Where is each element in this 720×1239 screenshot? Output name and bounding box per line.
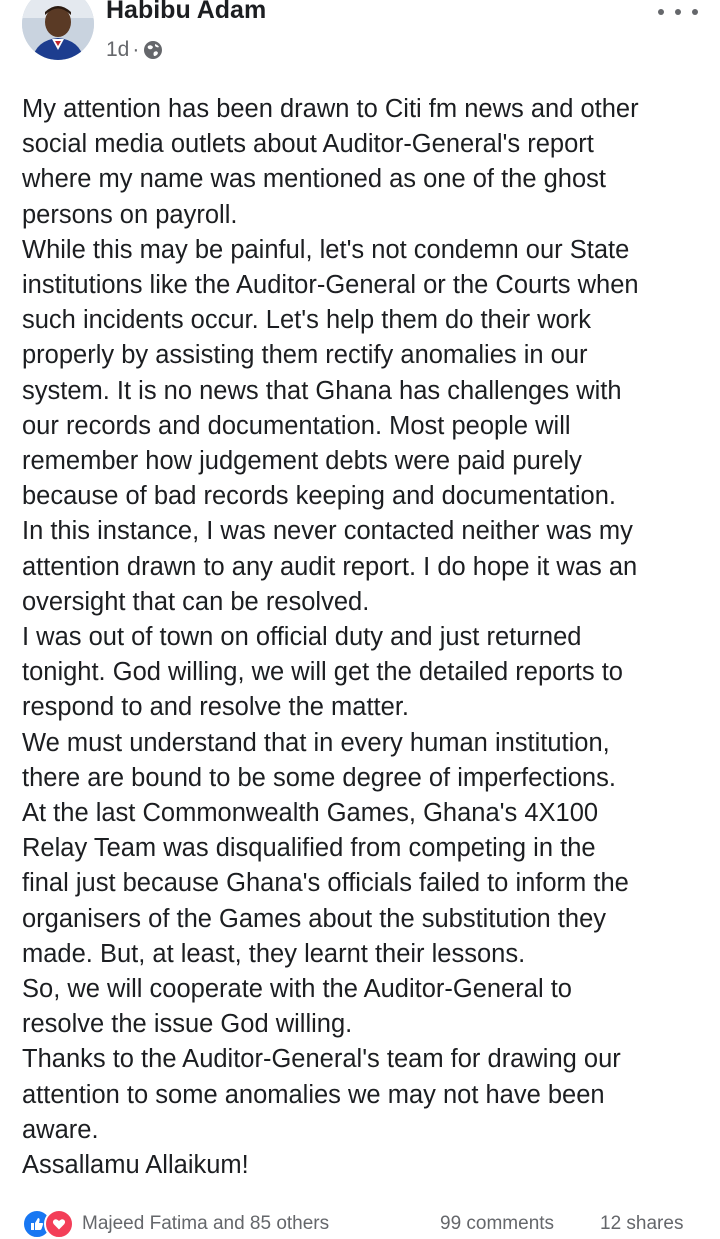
- post-text-line: aware.: [22, 1115, 99, 1144]
- post-text-line: My attention has been drawn to Citi fm news and other: [22, 95, 639, 123]
- more-options-button[interactable]: [658, 2, 698, 22]
- post-text-line: resolve the issue God willing.: [22, 1010, 353, 1039]
- post-text-line: Assallamu Allaikum!: [22, 1151, 249, 1180]
- post-text-line: attention drawn to any audit report. I do hope it was an: [22, 552, 638, 581]
- post-text-line: social media outlets about Auditor-General's report: [22, 130, 594, 159]
- post-body: [22, 92, 712, 1183]
- post-text-line: While this may be painful, let's not condemn our State: [22, 235, 630, 264]
- post-text-line: there are bound to be some degree of imperfections.: [22, 763, 616, 792]
- post-text-line: system. It is no news that Ghana has challenges with: [22, 376, 622, 405]
- globe-icon[interactable]: [142, 39, 164, 61]
- comments-count-link[interactable]: 99 comments: [440, 1213, 555, 1234]
- post-text-line: Relay Team was disqualified from competing in the: [22, 834, 596, 863]
- post-text-line: made. But, at least, they learnt their lessons.: [22, 939, 526, 968]
- post-text-line: because of bad records keeping and documentation.: [22, 482, 616, 511]
- post-text-line: tonight. God willing, we will get the detailed reports to: [22, 658, 623, 687]
- post-text-line: where my name was mentioned as one of the ghost: [22, 165, 606, 194]
- post-text-line: We must understand that in every human institution,: [22, 728, 610, 757]
- post-text-line: I was out of town on official duty and just returned: [22, 623, 582, 652]
- post-text-line: properly by assisting them rectify anomalies in our: [22, 341, 588, 370]
- post-text-line: At the last Commonwealth Games, Ghana's 4X100: [22, 799, 599, 828]
- post-text-line: attention to some anomalies we may not have been: [22, 1080, 605, 1109]
- post-text-line: such incidents occur. Let's help them do their work: [22, 306, 591, 335]
- avatar-image: [22, 0, 94, 60]
- shares-count-link[interactable]: 12 shares: [600, 1213, 684, 1234]
- reactions-summary[interactable]: Majeed Fatima and 85 others: [82, 1213, 330, 1234]
- post-text-line: oversight that can be resolved.: [22, 587, 370, 616]
- author-name[interactable]: Habibu Adam: [106, 0, 267, 24]
- post-footer: [22, 1212, 712, 1236]
- post-timestamp[interactable]: 1d: [106, 38, 130, 61]
- post-text-line: respond to and resolve the matter.: [22, 693, 409, 722]
- post-text-line: final just because Ghana's officials failed to inform the: [22, 869, 629, 898]
- reaction-icons[interactable]: [22, 1209, 74, 1239]
- post-text-line: persons on payroll.: [22, 200, 238, 229]
- post-meta: [106, 36, 164, 64]
- avatar[interactable]: [22, 0, 94, 60]
- post-text-line: So, we will cooperate with the Auditor-General to: [22, 975, 572, 1004]
- post-text-line: institutions like the Auditor-General or the Courts when: [22, 271, 639, 300]
- more-dots-icon: [658, 9, 664, 15]
- post-text-line: our records and documentation. Most people will: [22, 411, 571, 440]
- post-text-line: organisers of the Games about the substitution they: [22, 904, 607, 933]
- post-text-line: Thanks to the Auditor-General's team for drawing our: [22, 1045, 621, 1074]
- meta-separator: ·: [132, 38, 140, 61]
- post-text-line: In this instance, I was never contacted neither was my: [22, 517, 633, 546]
- post-text-line: remember how judgement debts were paid purely: [22, 447, 582, 476]
- post-header: [0, 0, 720, 80]
- love-reaction-icon: [44, 1209, 74, 1239]
